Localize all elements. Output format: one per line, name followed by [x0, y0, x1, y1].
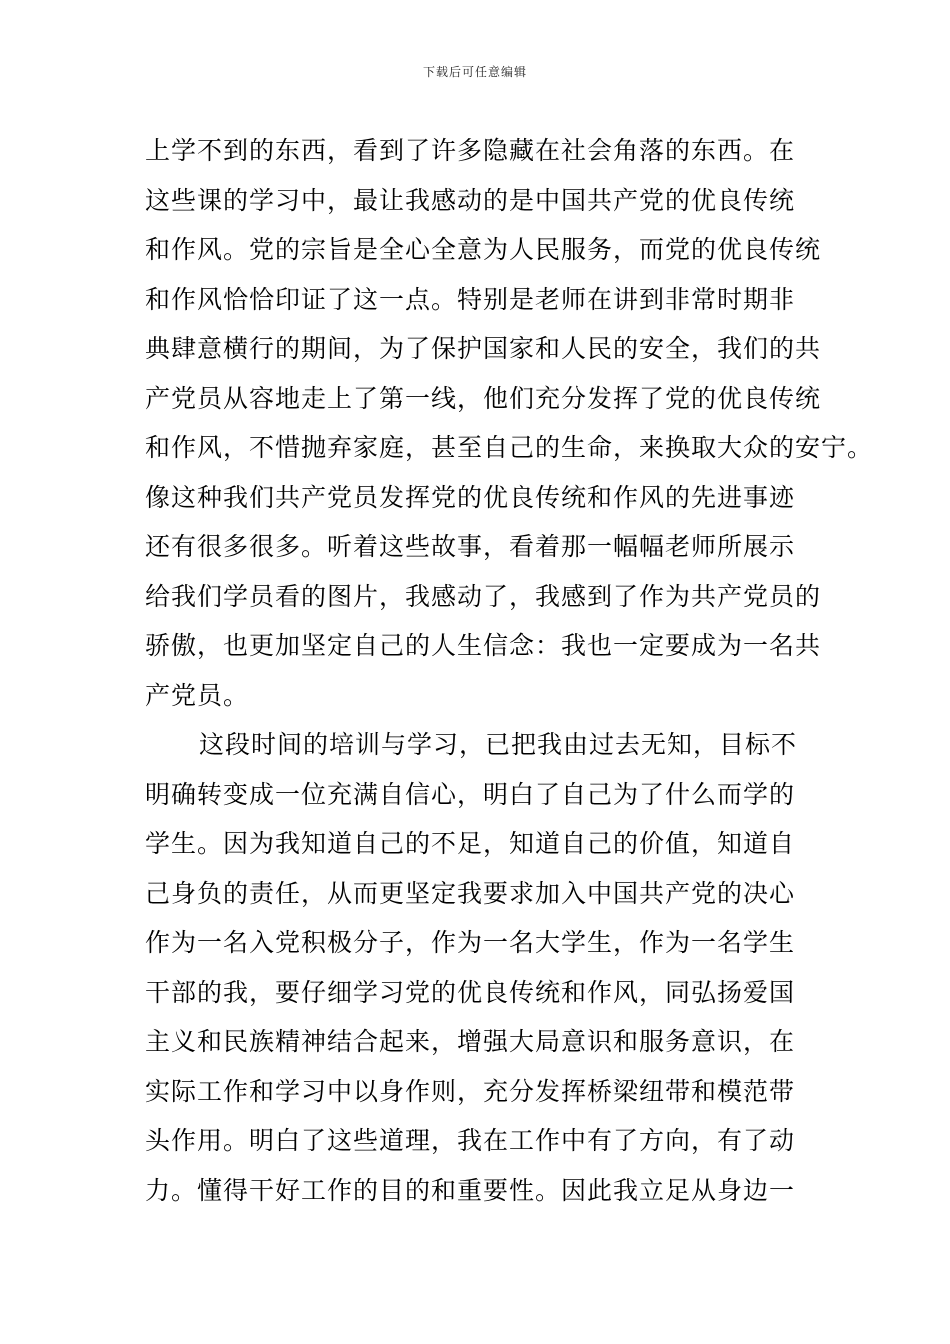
text-line: 学生。因为我知道自己的不足，知道自己的价值，知道自 — [145, 829, 796, 858]
text-line: 骄傲，也更加坚定自己的人生信念：我也一定要成为一名共 — [145, 631, 822, 660]
text-line: 和作风。党的宗旨是全心全意为人民服务，而党的优良传统 — [145, 235, 822, 264]
text-line: 产党员从容地走上了第一线，他们充分发挥了党的优良传统 — [145, 383, 822, 413]
header-note: 下载后可任意编辑 — [422, 65, 527, 79]
text-line: 力。懂得干好工作的目的和重要性。因此我立足从身边一 — [145, 1175, 796, 1205]
text-line: 主义和民族精神结合起来，增强大局意识和服务意识，在 — [145, 1027, 796, 1056]
text-line: 产党员。 — [145, 680, 250, 710]
text-line: 干部的我，要仔细学习党的优良传统和作风，同弘扬爱国 — [145, 977, 796, 1007]
text-line: 和作风，不惜抛弃家庭，甚至自己的生命，来换取大众的安宁。 — [145, 433, 874, 462]
text-line: 实际工作和学习中以身作则，充分发挥桥梁纽带和模范带 — [145, 1076, 796, 1106]
text-line: 作为一名入党积极分子，作为一名大学生，作为一名学生 — [145, 928, 796, 957]
text-line: 上学不到的东西，看到了许多隐藏在社会角落的东西。在 — [145, 136, 796, 165]
text-line: 这些课的学习中，最让我感动的是中国共产党的优良传统 — [145, 185, 796, 215]
body-text — [145, 126, 874, 1215]
text-line: 己身负的责任，从而更坚定我要求加入中国共产党的决心 — [145, 878, 796, 908]
text-line: 明确转变成一位充满自信心，明白了自己为了什么而学的 — [145, 779, 796, 809]
text-line: 头作用。明白了这些道理，我在工作中有了方向，有了动 — [145, 1126, 796, 1155]
text-line: 给我们学员看的图片，我感动了，我感到了作为共产党员的 — [145, 581, 822, 611]
text-line: 和作风恰恰印证了这一点。特别是老师在讲到非常时期非 — [145, 284, 796, 314]
paragraph-start-line: 这段时间的培训与学习，已把我由过去无知，目标不 — [199, 730, 798, 759]
text-line: 典肆意横行的期间，为了保护国家和人民的安全，我们的共 — [145, 334, 822, 363]
text-line: 像这种我们共产党员发挥党的优良传统和作风的先进事迹 — [145, 482, 796, 512]
text-line: 还有很多很多。听着这些故事，看着那一幅幅老师所展示 — [145, 532, 796, 561]
